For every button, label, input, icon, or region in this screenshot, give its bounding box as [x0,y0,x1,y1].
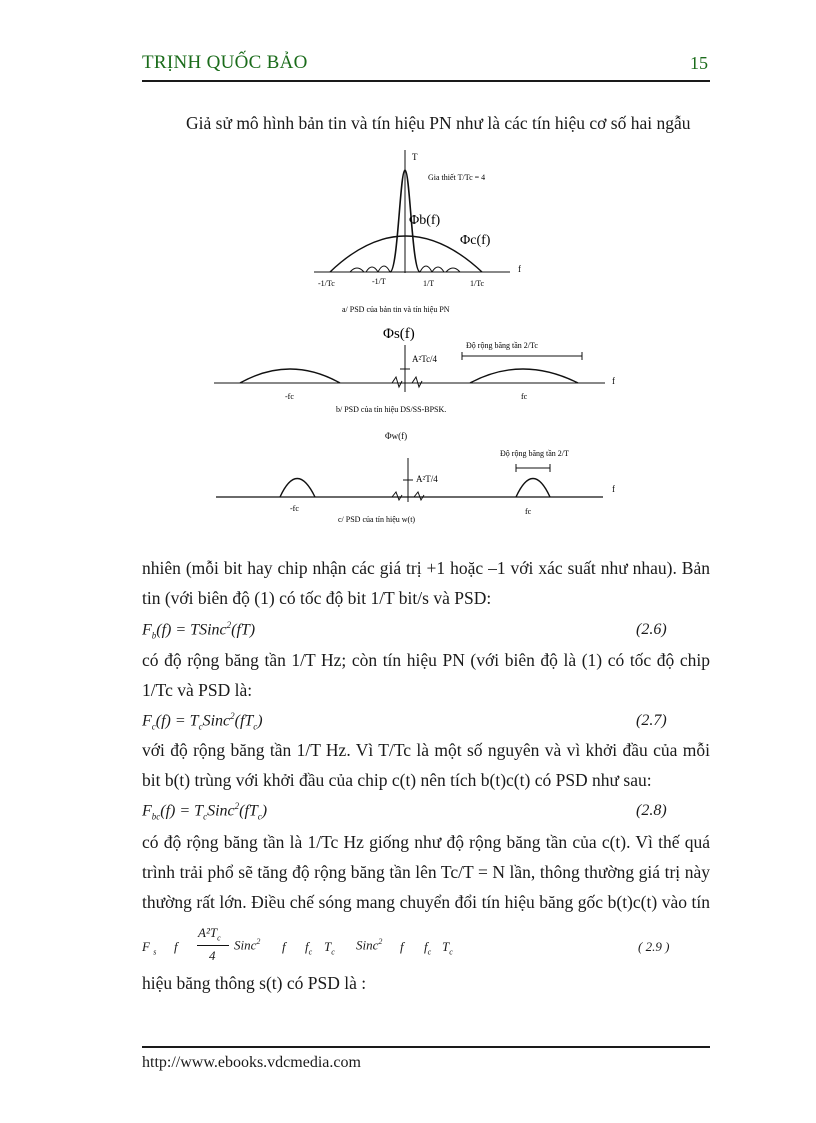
panel-c-bandwidth: Độ rộng băng tần 2/T [500,449,569,458]
eq28-rhs-d: ) [261,802,268,820]
eq29-num: A²T [198,925,218,940]
paragraph-3-line-2: bit b(t) trùng với khởi đầu của chip c(t) nên tích b(t)c(t) có PSD như sau: [142,770,652,790]
paragraph-1-line-2: tin (với biên độ (1) có tốc độ bit 1/T bit/s và PSD: [142,588,492,608]
eq29-fraction-bar [197,945,229,946]
eq27-sup: 2 [230,711,235,721]
equation-2-6-number: (2.6) [636,621,667,638]
eq28-lhs: F [142,802,152,820]
panel-a-tick-2: 1/T [423,279,435,288]
eq29-fc2-sub: c [427,947,432,957]
panel-c-title: Φw(f) [385,431,408,441]
eq29-tc [324,939,335,957]
eq29-fc-sub: c [308,947,313,957]
eq26-rhs-b: (fT) [231,621,256,639]
panel-c-amp: A²T/4 [416,474,438,484]
paragraph-2-line-2: 1/Tc và PSD là: [142,680,253,700]
eq29-lhs [142,939,156,957]
panel-c-caption: c/ PSD của tín hiệu w(t) [338,515,416,524]
eq27-rhs-d: ) [257,712,263,730]
eq29-fc-text: f [305,939,309,954]
panel-b [214,326,615,414]
panel-b-title: Φs(f) [383,326,415,342]
eq29-fc2-text: f [424,939,428,954]
eq27-sub3: c [253,721,258,732]
panel-a-axis-f: f [518,264,521,274]
eq28-rhs-b: Sinc [207,802,235,820]
equation-2-9-number: ( 2.9 ) [638,939,670,954]
paragraph-4-line-3: thường rất lớn. Điều chế sóng mang chuyển đổi tín hiệu băng gốc b(t)c(t) vào tín [142,892,710,912]
panel-c [216,431,615,524]
panel-c-tick-0: -fc [290,504,299,513]
header-author: TRỊNH QUỐC BẢO [142,52,308,73]
equation-2-8 [142,801,267,822]
panel-b-hump-left [240,369,340,383]
paragraph-1-line-1: nhiên (mỗi bit hay chip nhận các giá trị +1 hoặc –1 với xác suất như nhau). Bản [142,558,710,578]
eq29-f1: f [282,939,286,954]
eq29-F: F [142,939,150,954]
eq27-sub2: c [198,721,203,732]
eq29-tc2-sub: c [449,947,453,957]
panel-a-assumption: Gia thiết T/Tc = 4 [428,173,486,182]
eq27-lhs: F [142,712,152,730]
eq29-term2-sup: 2 [378,937,383,946]
eq29-f: f [174,939,178,954]
panel-c-hump-left [280,479,315,498]
equation-2-8-number: (2.8) [636,802,667,819]
eq29-tc2 [442,939,453,957]
header-rule [142,80,710,82]
eq27-rhs-a: (f) = T [155,712,199,730]
panel-a-curve-b-label: Φb(f) [409,213,441,228]
panel-a [314,150,521,314]
eq28-sub2: c [203,811,208,822]
panel-b-tick-0: -fc [285,392,294,401]
eq29-fc2 [424,939,431,957]
eq29-f2: f [400,939,404,954]
eq27-rhs-b: Sinc [202,712,231,730]
equation-2-6 [142,620,255,641]
panel-b-tick-1: fc [521,392,528,401]
eq28-rhs-a: (f) = T [160,802,204,820]
paragraph-2-line-1: có độ rộng băng tần 1/T Hz; còn tín hiệu PN (với biên độ là (1) có tốc độ chip [142,650,710,670]
eq26-sub: b [151,630,157,641]
eq29-numerator [198,925,221,943]
equation-2-7 [142,711,263,732]
panel-b-bandwidth: Độ rộng băng tần 2/Tc [466,341,538,350]
eq29-tc2-text: T [442,939,450,954]
panel-b-caption: b/ PSD của tín hiệu DS/SS-BPSK. [336,405,447,414]
eq26-rhs-a: (f) = TSinc [156,621,227,639]
psd-figure [200,140,640,540]
eq29-fc [305,939,312,957]
panel-c-tick-1: fc [525,507,532,516]
panel-b-hump-right [470,369,578,383]
panel-b-amp: A²Tc/4 [412,354,438,364]
footer-url[interactable]: http://www.ebooks.vdcmedia.com [142,1054,361,1071]
eq29-num-sub: c [217,933,221,943]
panel-a-tick-0: -1/Tc [318,279,335,288]
eq28-sub3: c [257,811,262,822]
eq29-term1-sup: 2 [256,937,261,946]
eq29-tc-sub: c [331,947,335,957]
footer-rule [142,1046,710,1048]
eq29-term2 [356,937,382,953]
paragraph-4-line-2: trình trải phổ sẽ tăng độ rộng băng tần lên Tc/T = N lần, thông thường giá trị này [142,862,710,882]
eq27-rhs-c: (fT [234,712,254,730]
eq28-sup: 2 [234,801,240,811]
intro-line: Giả sử mô hình bản tin và tín hiệu PN như là các tín hiệu cơ số hai ngẫu [186,113,691,133]
panel-a-y-label: T [412,152,418,162]
eq28-rhs-c: (fT [239,802,258,820]
panel-a-caption: a/ PSD của bản tin và tín hiệu PN [342,305,450,314]
panel-c-hump-right [516,479,550,498]
eq29-term1 [234,937,260,953]
paragraph-4-line-1: có độ rộng băng tần là 1/Tc Hz giống như độ rộng băng tần của c(t). Vì thế quá [142,832,710,852]
equation-2-7-number: (2.7) [636,712,667,729]
page-number: 15 [690,53,708,73]
panel-a-curve-c-label: Φc(f) [460,233,491,248]
panel-b-axis-f: f [612,376,615,386]
eq29-den: 4 [209,948,216,963]
eq27-sub: c [151,721,156,732]
panel-a-tick-3: 1/Tc [470,279,485,288]
panel-a-tick-1: -1/T [372,277,386,286]
eq29-term2-text: Sinc [356,937,379,953]
eq26-sup: 2 [226,620,232,630]
eq26-lhs: F [142,621,152,639]
paragraph-3-line-1: với độ rộng băng tần 1/T Hz. Vì T/Tc là một số nguyên và vì khởi đầu của mỗi [142,740,710,760]
paragraph-5-line-1: hiệu băng thông s(t) có PSD là : [142,973,367,993]
equation-2-9 [142,925,710,969]
eq29-term1-text: Sinc [234,937,257,953]
panel-c-axis-f: f [612,484,615,494]
panel-b-center-ripple [392,377,422,387]
eq28-sub: bc [151,811,161,822]
eq29-tc-text: T [324,939,332,954]
eq29-sub: s [153,947,157,957]
